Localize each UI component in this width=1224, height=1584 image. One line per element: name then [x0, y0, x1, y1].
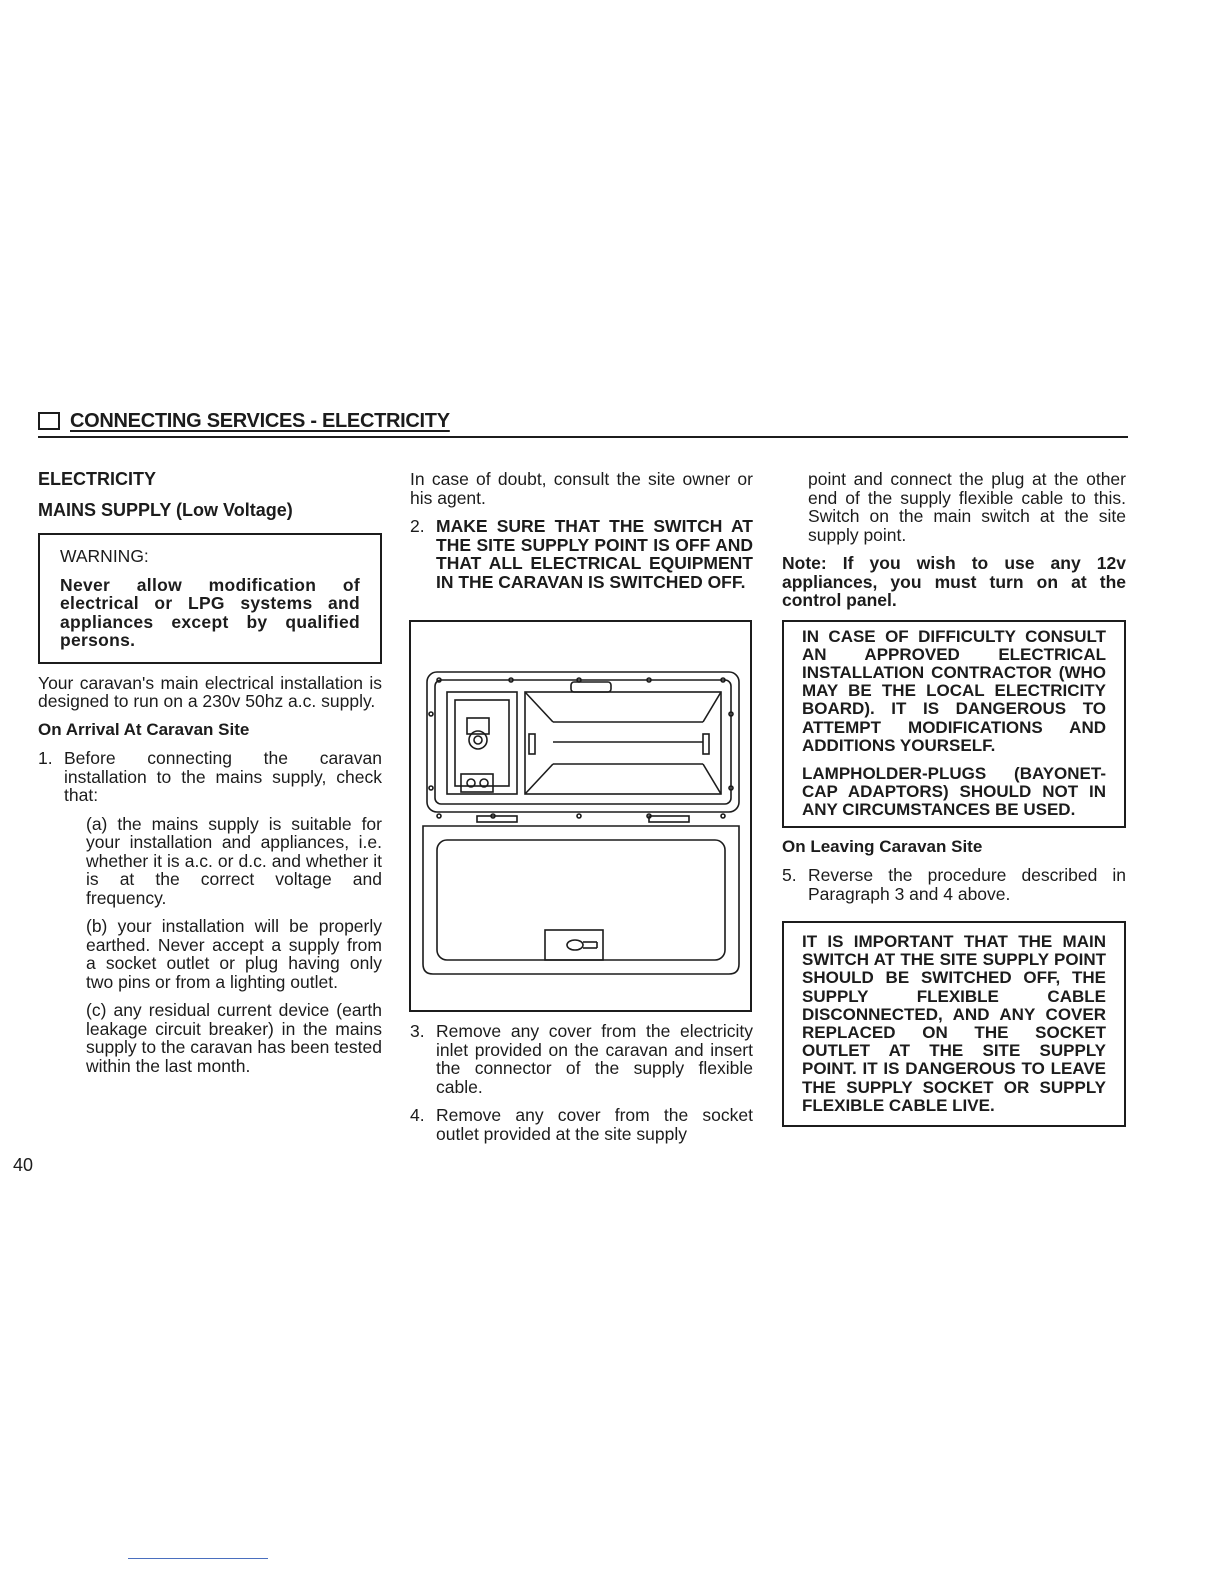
important-warning-box [782, 921, 1126, 1127]
column-3 [782, 470, 1126, 1127]
electricity-heading: ELECTRICITY [38, 469, 157, 489]
inlet-box-illustration [411, 622, 750, 1010]
list-item-4-number: 4. [410, 1105, 425, 1125]
list-item-5-number: 5. [782, 865, 797, 886]
list-item-5-text: Reverse the procedure described in Paragraph 3 and 4 above. [808, 865, 1126, 904]
list-item-2-text: MAKE SURE THAT THE SWITCH AT THE SITE SUPPLY POINT IS OFF AND THAT ALL ELECTRICAL EQUIPMENT IN THE CARAVAN IS SWITCHED OFF. [436, 516, 753, 592]
list-item-3-text: Remove any cover from the electricity inlet provided on the caravan and insert the connector of the supply flexible cable. [436, 1021, 753, 1097]
page-number: 40 [13, 1155, 34, 1175]
mains-supply-heading: MAINS SUPPLY (Low Voltage) [38, 499, 293, 520]
column-2-lower [410, 1022, 753, 1143]
list-item-1-number: 1. [38, 748, 53, 768]
note-paragraph: Note: If you wish to use any 12v appliances, you must turn on at the control panel. [782, 553, 1126, 610]
doubt-paragraph: In case of doubt, consult the site owner or his agent. [410, 469, 753, 508]
important-text: IT IS IMPORTANT THAT THE MAIN SWITCH AT THE SITE SUPPLY POINT SHOULD BE SWITCHED OFF, THE SUPPLY FLEXIBLE CABLE DISCONNECTED, AND ANY COVER REPLACED ON THE SOCKET OUTLET AT THE SITE SUPPLY POINT. IT IS DANGEROUS TO LEAVE THE SUPPLY SOCKET OR SUPPLY FLEXIBLE CABLE LIVE. [802, 932, 1106, 1115]
column-1 [38, 470, 382, 1075]
list-item-5 [782, 866, 1126, 903]
intro-paragraph: Your caravan's main electrical installation is designed to run on a 230v 50hz a.c. supply. [38, 672, 382, 711]
footer-line [128, 1558, 268, 1559]
sub-item-b: (b) your installation will be properly earthed. Never accept a supply from a socket outlet or plug having only two pins or from a lighting outlet. [86, 916, 382, 992]
list-item-1-text: Before connecting the caravan installation to the mains supply, check that: [64, 748, 382, 805]
inlet-box-figure [409, 620, 752, 1012]
list-item-4-text: Remove any cover from the socket outlet provided at the site supply [436, 1105, 753, 1144]
warning-label: WARNING: [60, 546, 149, 566]
list-item-4 [410, 1106, 753, 1143]
list-item-2-number: 2. [410, 516, 425, 536]
lampholder-text: LAMPHOLDER-PLUGS (BAYONET-CAP ADAPTORS) SHOULD NOT IN ANY CIRCUMSTANCES BE USED. [802, 763, 1106, 820]
sub-item-a: (a) the mains supply is suitable for your installation and appliances, i.e. whether it is a.c. or d.c. and whether it is at the correct voltage and frequency. [86, 813, 382, 908]
sub-item-c: (c) any residual current device (earth leakage circuit breaker) in the mains supply to the caravan has been tested within the last month. [86, 1000, 382, 1076]
list-item-3-number: 3. [410, 1021, 425, 1041]
checkbox-square-icon [38, 412, 60, 430]
list-item-2 [410, 517, 753, 591]
continued-paragraph: point and connect the plug at the other end of the supply flexible cable to this. Switch on the main switch at the site supply point. [808, 469, 1126, 545]
arrival-heading: On Arrival At Caravan Site [38, 719, 250, 739]
warning-text: Never allow modification of electrical or LPG systems and appliances except by qualified persons. [60, 574, 360, 650]
difficulty-warning-box [782, 620, 1126, 828]
section-header [38, 410, 1128, 438]
difficulty-text: IN CASE OF DIFFICULTY CONSULT AN APPROVED ELECTRICAL INSTALLATION CONTRACTOR (WHO MAY BE THE LOCAL ELECTRICITY BOARD). IT IS DANGEROUS TO ATTEMPT MODIFICATIONS AND ADDITIONS YOURSELF. [802, 626, 1106, 755]
list-item-1 [38, 749, 382, 805]
warning-box [38, 533, 382, 664]
column-2 [410, 470, 753, 591]
section-title: CONNECTING SERVICES - ELECTRICITY [70, 410, 450, 432]
list-item-3 [410, 1022, 753, 1096]
leaving-heading: On Leaving Caravan Site [782, 836, 983, 856]
